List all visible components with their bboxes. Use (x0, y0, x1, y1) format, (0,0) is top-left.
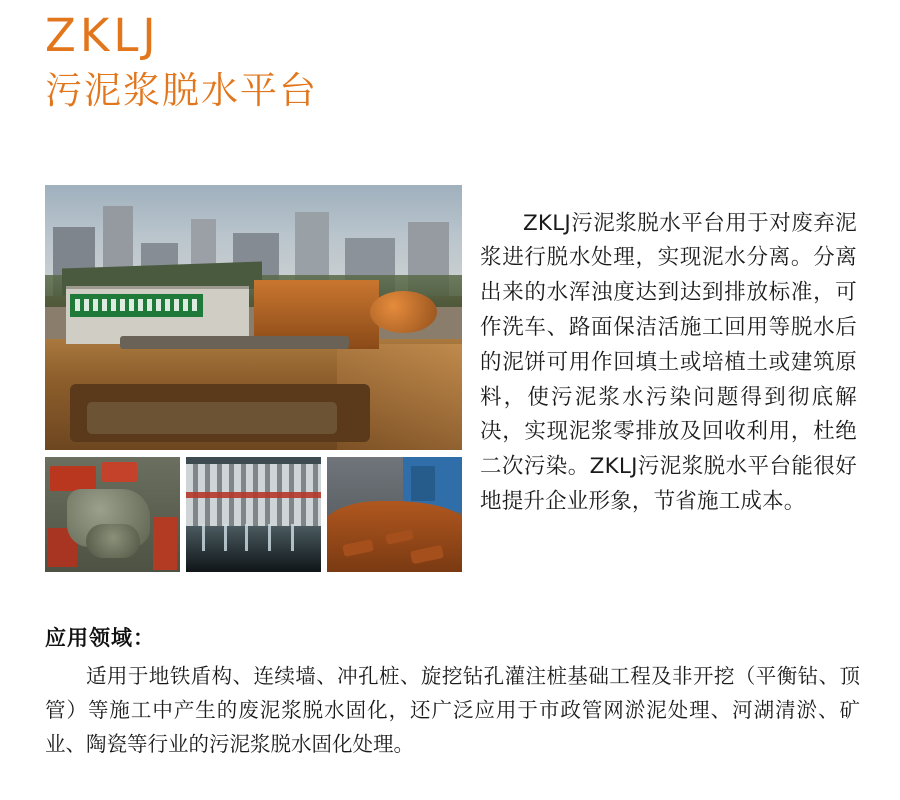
rock-spoil (86, 524, 140, 559)
application-text: 适用于地铁盾构、连续墙、冲孔桩、旋挖钻孔灌注桩基础工程及非开挖（平衡钻、顶管）等施工中产生的废泥浆脱水固化，还广泛应用于市政管网淤泥处理、河湖清淤、矿业、陶瓷等行业的污泥浆脱水固化处理。 (45, 664, 860, 756)
main-content (45, 185, 857, 572)
mud-water (87, 402, 337, 434)
machine-drum (370, 291, 437, 333)
water-drip (291, 524, 294, 552)
water-drip (268, 524, 271, 552)
application-title: 应用领域： (45, 626, 155, 650)
thumb-mud-cake (327, 457, 462, 572)
red-machine-part (50, 466, 96, 491)
discharge-pipe (120, 336, 349, 349)
description-column (462, 185, 857, 541)
photo-gallery (45, 185, 462, 572)
thumb-filter-press (186, 457, 321, 572)
green-banner (70, 294, 203, 318)
application-section (45, 622, 860, 761)
blue-machine-detail (411, 466, 435, 501)
banner-text-marks (75, 299, 198, 311)
product-description: ZKLJ污泥浆脱水平台用于对废弃泥浆进行脱水处理，实现泥水分离。分离出来的水浑浊度达到达到排放标准，可作洗车、路面保洁活施工回用等脱水后的泥饼可用作回填土或培植土或建筑原料，使污泥浆水污染问题得到彻底解决，实现泥浆零排放及回收利用，杜绝二次污染。ZKLJ污泥浆脱水平台能很好地提升企业形象，节省施工成本。 (480, 210, 857, 515)
filtrate-water (186, 526, 321, 572)
red-machine-part (102, 462, 137, 483)
hero-photo-sludge-platform (45, 185, 462, 450)
red-marker-band (186, 492, 321, 499)
red-machine-part (153, 517, 177, 570)
thumb-excavator-rock (45, 457, 180, 572)
water-drip (224, 524, 227, 552)
product-subtitle: 污泥浆脱水平台 (45, 68, 318, 112)
brand-title: ZKLJ (45, 9, 160, 62)
thumbnail-row (45, 457, 462, 572)
water-drip (202, 524, 205, 552)
page-header (45, 10, 745, 114)
water-drip (245, 524, 248, 552)
